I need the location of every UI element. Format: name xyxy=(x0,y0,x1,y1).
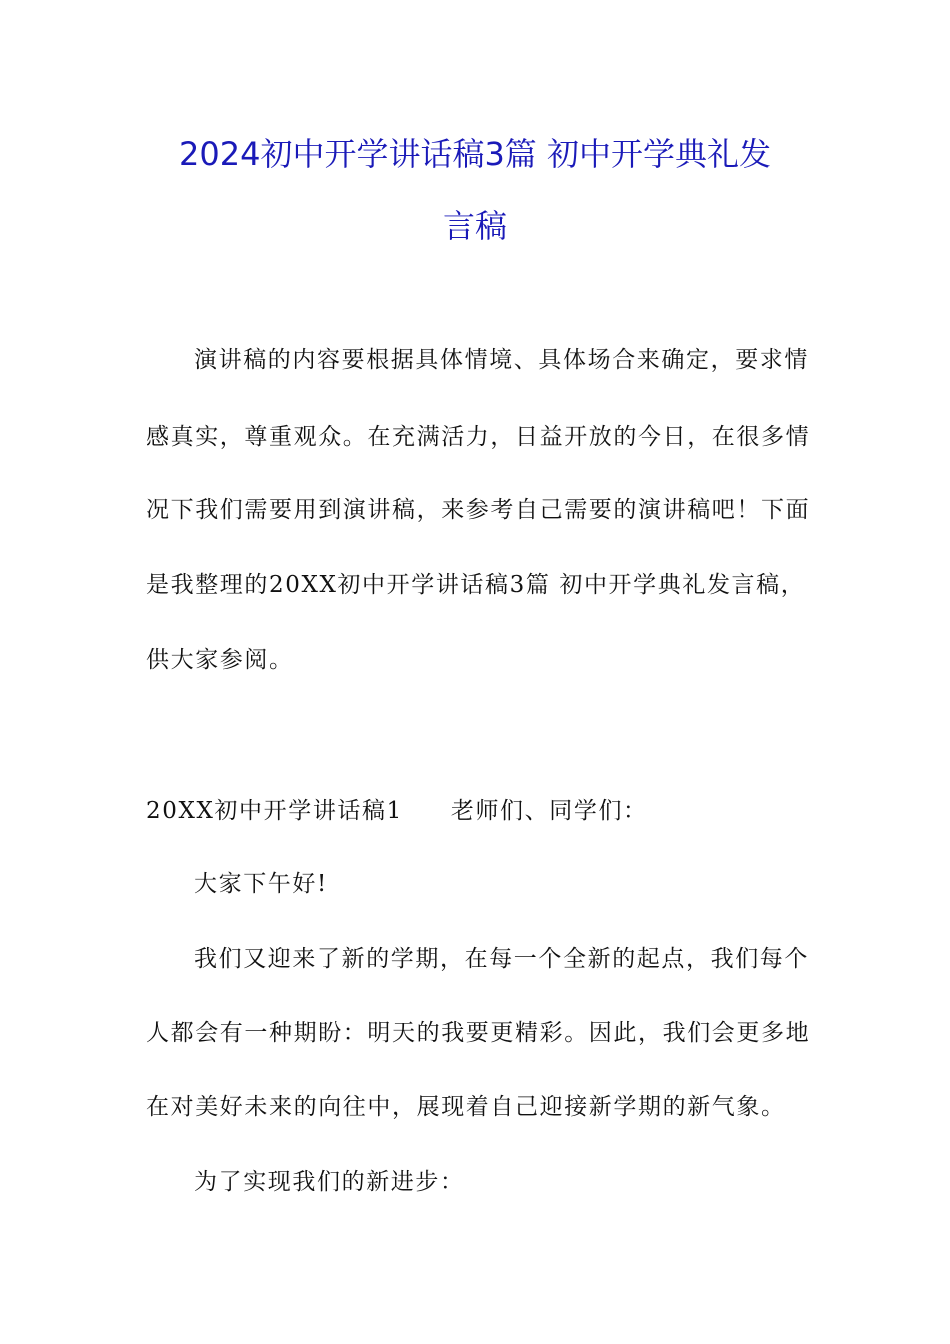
para-line-2: 人都会有一种期盼：明天的我要更精彩。因此，我们会更多地 xyxy=(146,1020,811,1046)
intro-line-5: 供大家参阅。 xyxy=(146,647,294,673)
intro-line-3: 况下我们需要用到演讲稿，来参考自己需要的演讲稿吧！下面 xyxy=(146,497,811,523)
intro-line-1: 演讲稿的内容要根据具体情境、具体场合来确定，要求情 xyxy=(194,347,809,373)
document-title-line-2: 言稿 xyxy=(442,207,507,245)
salutation: 老师们、同学们： xyxy=(450,798,648,824)
section-heading-row xyxy=(146,797,648,825)
greeting: 大家下午好! xyxy=(194,871,328,897)
para-line-1: 我们又迎来了新的学期，在每一个全新的起点，我们每个 xyxy=(194,946,809,972)
para-line-3: 在对美好未来的向往中，展现着自己迎接新学期的新气象。 xyxy=(146,1094,786,1120)
intro-line-2: 感真实，尊重观众。在充满活力，日益开放的今日，在很多情 xyxy=(146,424,811,450)
section-heading: 20XX初中开学讲话稿1 xyxy=(146,798,403,824)
intro-line-4: 是我整理的20XX初中开学讲话稿3篇 初中开学典礼发言稿， xyxy=(146,572,806,598)
document-title-line-1: 2024初中开学讲话稿3篇 初中开学典礼发 xyxy=(179,135,771,173)
closing-line: 为了实现我们的新进步： xyxy=(194,1169,465,1195)
